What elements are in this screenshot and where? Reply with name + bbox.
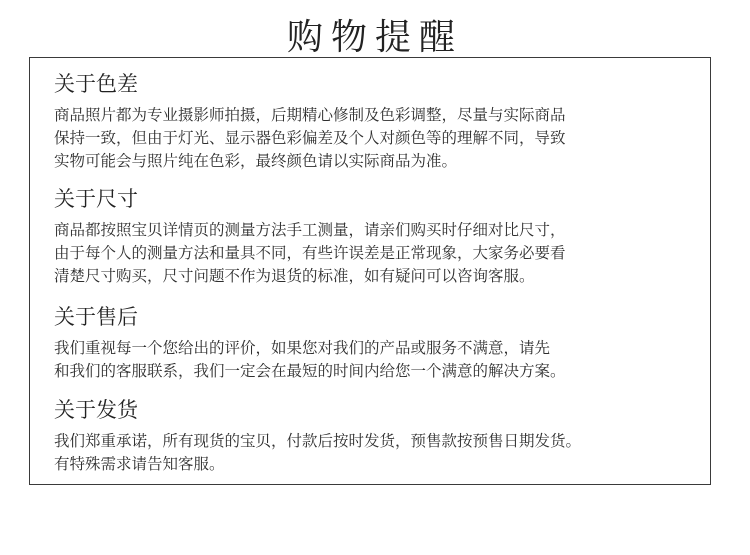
body-line: 商品都按照宝贝详情页的测量方法手工测量，请亲们购买时仔细对比尺寸，: [54, 221, 566, 239]
section-body: [54, 219, 704, 288]
body-line: 我们郑重承诺，所有现货的宝贝，付款后按时发货，预售款按预售日期发货。: [54, 432, 582, 450]
section-heading: 关于色差: [54, 72, 138, 96]
notice-box: [29, 57, 711, 485]
section-heading: 关于发货: [54, 398, 138, 422]
body-line: 清楚尺寸购买，尺寸问题不作为退货的标准，如有疑问可以咨询客服。: [54, 267, 535, 285]
section-heading: 关于售后: [54, 305, 138, 329]
body-line: 有特殊需求请告知客服。: [54, 455, 225, 473]
body-line: 我们重视每一个您给出的评价，如果您对我们的产品或服务不满意，请先: [54, 339, 551, 357]
body-line: 实物可能会与照片纯在色彩，最终颜色请以实际商品为准。: [54, 152, 458, 170]
section-size: [54, 185, 704, 288]
body-line: 商品照片都为专业摄影师拍摄，后期精心修制及色彩调整，尽量与实际商品: [54, 106, 566, 124]
section-shipping: [54, 396, 704, 476]
section-body: [54, 104, 704, 173]
page-title: 购物提醒: [286, 17, 463, 58]
body-line: 和我们的客服联系，我们一定会在最短的时间内给您一个满意的解决方案。: [54, 362, 566, 380]
section-after-sales: [54, 303, 704, 383]
body-line: 由于每个人的测量方法和量具不同，有些许误差是正常现象，大家务必要看: [54, 244, 566, 262]
section-body: [54, 430, 704, 476]
section-color-difference: [54, 70, 704, 173]
body-line: 保持一致，但由于灯光、显示器色彩偏差及个人对颜色等的理解不同，导致: [54, 129, 566, 147]
section-heading: 关于尺寸: [54, 187, 138, 211]
section-body: [54, 337, 704, 383]
